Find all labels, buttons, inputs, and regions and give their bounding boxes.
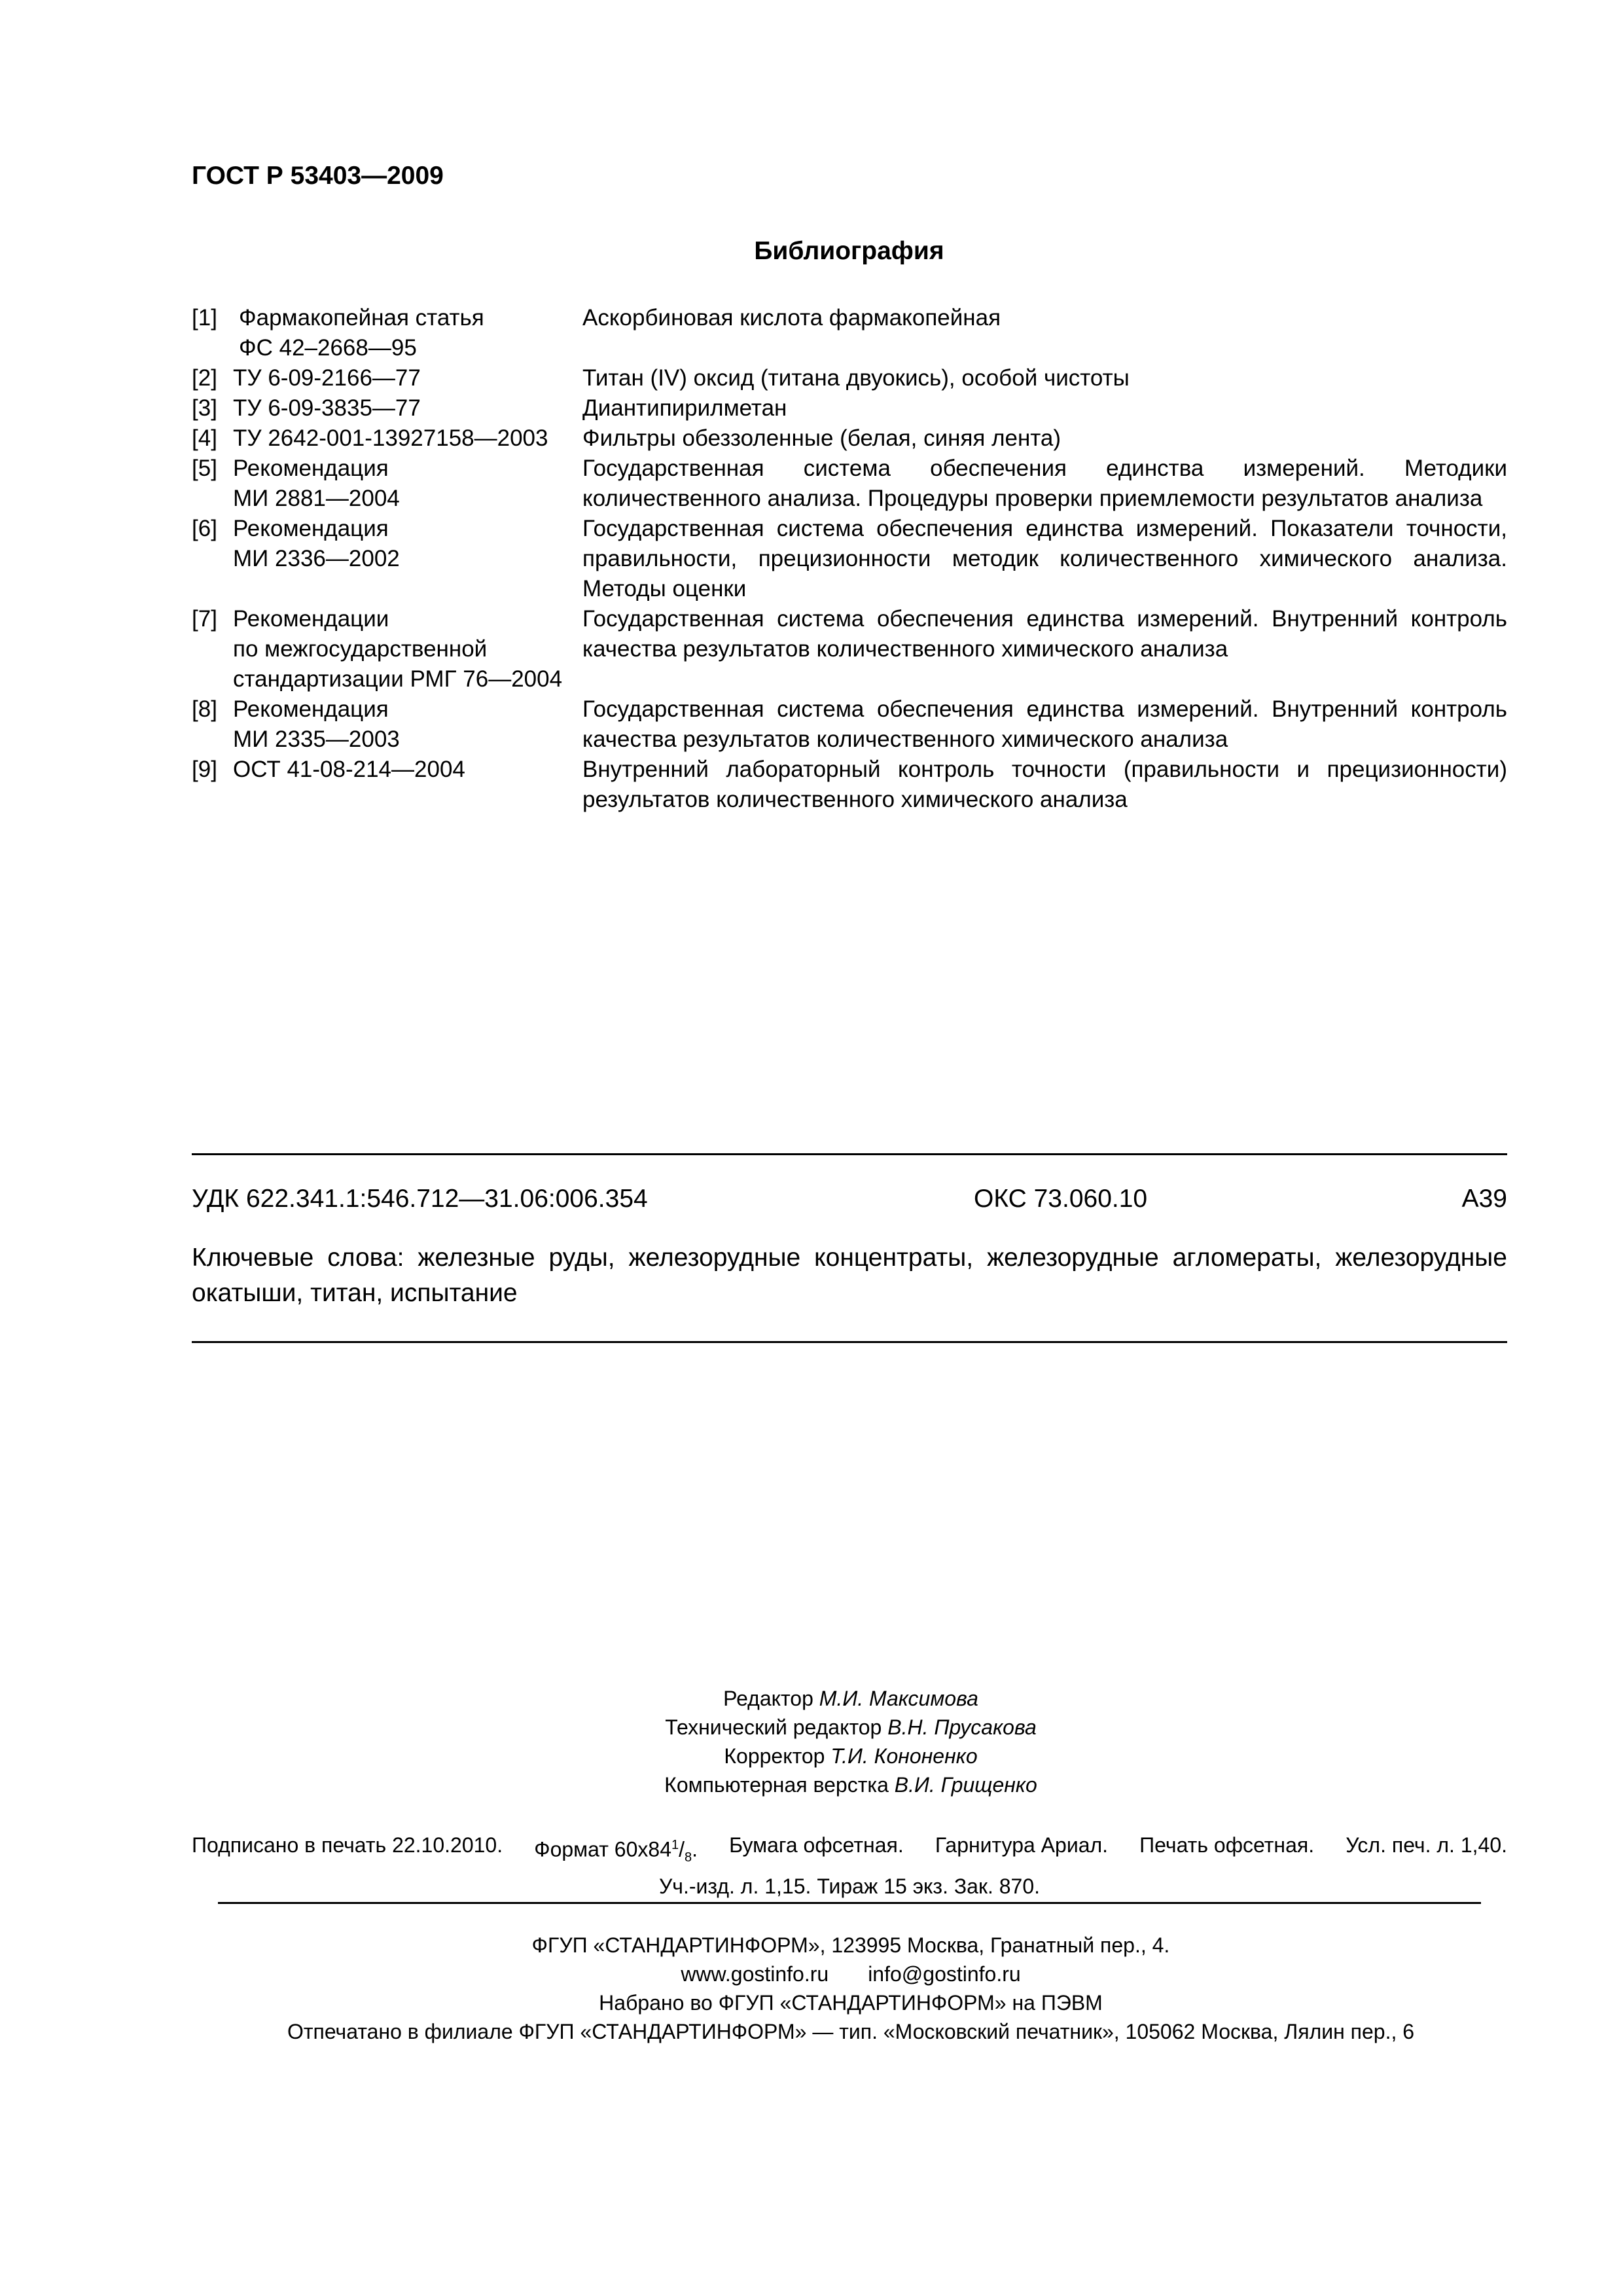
item-number: [9] <box>192 757 217 782</box>
print-sheets: Усл. печ. л. 1,40. <box>1346 1833 1507 1857</box>
bibliography-title: Библиография <box>754 237 944 265</box>
typeface: Гарнитура Ариал. <box>935 1833 1109 1857</box>
format: Формат $60х84^1/_8$. <box>534 1837 698 1865</box>
editor-line: Технический редактор В.Н. Прусакова <box>665 1715 1037 1739</box>
item-source: МИ 2881—2004 <box>233 486 400 511</box>
item-source: МИ 2335—2003 <box>233 726 400 752</box>
item-number: [5] <box>192 456 217 481</box>
item-number: [2] <box>192 365 217 391</box>
editor-name: В.И. Грищенко <box>894 1773 1037 1797</box>
item-number: [8] <box>192 696 217 722</box>
item-title: Государственная система обеспечения единства измерений. Внутренний контроль качества результатов количественного химического анализа <box>582 606 1507 662</box>
item-title: Фильтры обеззоленные (белая, синяя лента) <box>582 425 1061 451</box>
item-title: Аскорбиновая кислота фармакопейная <box>582 305 1001 331</box>
udk-code: УДК 622.341.1:546.712—31.06:006.354 <box>192 1185 648 1213</box>
paper: Бумага офсетная. <box>729 1833 904 1857</box>
item-title: Государственная система обеспечения единства измерений. Методики количественного анализа. Процедуры проверки приемлемости результатов анализа <box>582 456 1507 511</box>
print-info <box>192 1831 1507 1901</box>
print-run: Уч.-изд. л. 1,15. Тираж 15 экз. Зак. 870. <box>658 1874 1041 1899</box>
item-source: Рекомендация <box>233 456 389 481</box>
item-source: стандартизации РМГ 76—2004 <box>233 666 563 692</box>
item-source: Фармакопейная статья <box>239 305 484 331</box>
printed-note: Отпечатано в филиале ФГУП «СТАНДАРТИНФОРМ» — тип. «Московский печатник», 105062 Москва, Лялин пер., 6 <box>287 2020 1415 2043</box>
divider <box>192 1341 1507 1343</box>
bibliography-item <box>192 423 1507 454</box>
item-title: Титан (IV) оксид (титана двуокись), особой чистоты <box>582 365 1130 391</box>
bibliography-item <box>192 363 1507 393</box>
bibliography-item <box>192 393 1507 423</box>
bibliography-item <box>192 755 1507 815</box>
item-title: Государственная система обеспечения единства измерений. Внутренний контроль качества результатов количественного химического анализа <box>582 696 1507 752</box>
bibliography-list <box>192 303 1507 815</box>
item-number: [6] <box>192 516 217 541</box>
divider <box>218 1902 1481 1904</box>
publisher-address: ФГУП «СТАНДАРТИНФОРМ», 123995 Москва, Гранатный пер., 4. <box>531 1933 1170 1957</box>
item-source: ТУ 6-09-2166—77 <box>233 365 421 391</box>
item-source: ОСТ 41-08-214—2004 <box>233 757 465 782</box>
item-source: по межгосударственной <box>233 636 488 662</box>
editors-block <box>0 1684 1623 1799</box>
bibliography-item <box>192 454 1507 514</box>
item-number: [7] <box>192 606 217 632</box>
item-source: Рекомендации <box>233 606 389 632</box>
editor-name: М.И. Максимова <box>819 1687 978 1710</box>
document-code: ГОСТ Р 53403—2009 <box>192 162 444 190</box>
bibliography-item <box>192 604 1507 694</box>
publisher-footer <box>0 1931 1623 2046</box>
bibliography-item <box>192 303 1507 363</box>
item-source: МИ 2336—2002 <box>233 546 400 571</box>
keywords: Ключевые слова: железные руды, железорудные концентраты, железорудные агломераты, железорудные окатыши, титан, испытание <box>192 1244 1507 1307</box>
item-number: [4] <box>192 425 217 451</box>
item-title: Диантипирилметан <box>582 395 787 421</box>
item-title: Государственная система обеспечения единства измерений. Показатели точности, правильности, прецизионности методик количественного химического анализа. Методы оценки <box>582 516 1507 601</box>
item-source: ФС 42–2668—95 <box>239 335 417 361</box>
class-code: А39 <box>1461 1185 1507 1213</box>
item-number: [3] <box>192 395 217 421</box>
typeset-note: Набрано во ФГУП «СТАНДАРТИНФОРМ» на ПЭВМ <box>599 1991 1103 2015</box>
item-source: ТУ 6-09-3835—77 <box>233 395 421 421</box>
website-link[interactable]: www.gostinfo.ru <box>681 1962 829 1986</box>
printing-method: Печать офсетная. <box>1139 1833 1315 1857</box>
item-source: ТУ 2642-001-13927158—2003 <box>233 425 548 451</box>
editor-line: Корректор Т.И. Кононенко <box>724 1744 978 1768</box>
item-number: [1] <box>192 305 217 331</box>
bibliography-item <box>192 694 1507 755</box>
item-source: Рекомендация <box>233 696 389 722</box>
editor-line: Компьютерная верстка В.И. Грищенко <box>664 1773 1037 1797</box>
item-source: Рекомендация <box>233 516 389 541</box>
contacts <box>0 1960 1623 1988</box>
item-title: Внутренний лабораторный контроль точности (правильности и прецизионности) результатов количественного химического анализа <box>582 757 1507 812</box>
editor-line: Редактор М.И. Максимова <box>723 1687 978 1710</box>
email-link[interactable]: info@gostinfo.ru <box>868 1962 1021 1986</box>
editor-name: Т.И. Кононенко <box>830 1744 978 1768</box>
bibliography-item <box>192 514 1507 604</box>
signed-date: Подписано в печать 22.10.2010. <box>192 1833 503 1857</box>
oks-code: ОКС 73.060.10 <box>974 1185 1148 1213</box>
editor-name: В.Н. Прусакова <box>887 1715 1037 1739</box>
divider <box>192 1153 1507 1155</box>
